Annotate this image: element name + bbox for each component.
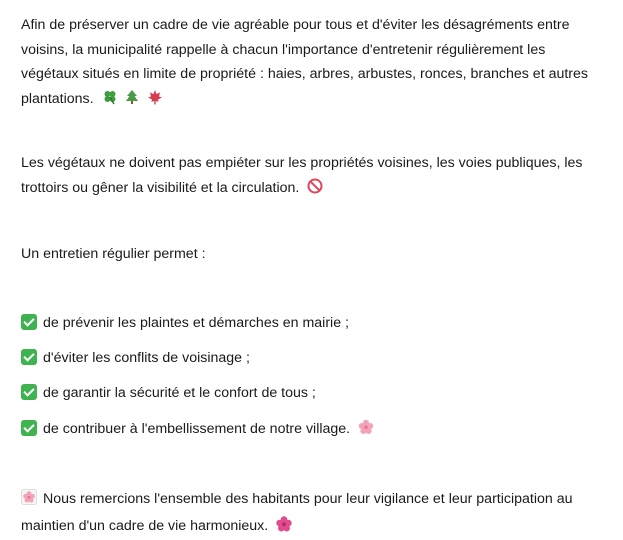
- four-leaf-clover-icon: [102, 89, 118, 114]
- list-item: [21, 348, 250, 368]
- list-item: [21, 419, 374, 441]
- cherry-blossom-icon: [358, 419, 374, 441]
- intro-text: Afin de préserver un cadre de vie agréable pour tous et d'éviter les désagréments entre voisins, la municipalité rappelle à chacun l'importance d'entretenir régulièrement les végétaux situés en limite de propriété : haies, arbres, arbustes, ronces, branches et autres plantations.: [21, 17, 588, 107]
- encroachment-paragraph: [21, 151, 601, 202]
- prohibited-icon: [307, 178, 323, 203]
- list-item: [21, 383, 316, 403]
- list-item-text: de prévenir les plaintes et démarches en mairie ;: [43, 315, 349, 331]
- closing-text: Nous remercions l'ensemble des habitants pour leur vigilance et leur participation au maintien d'un cadre de vie harmonieux.: [21, 491, 573, 534]
- list-item-text: de garantir la sécurité et le confort de tous ;: [43, 385, 316, 401]
- encroachment-text: Les végétaux ne doivent pas empiéter sur les propriétés voisines, les voies publiques, les trottoirs ou gêner la visibilité et la circulation.: [21, 155, 583, 196]
- hibiscus-icon: [276, 516, 292, 540]
- list-item-text: d'éviter les conflits de voisinage ;: [43, 350, 250, 366]
- white-check-mark-icon: [21, 314, 37, 330]
- list-item-text: de contribuer à l'embellissement de notre village.: [43, 421, 350, 437]
- white-check-mark-icon: [21, 384, 37, 400]
- white-check-mark-icon: [21, 349, 37, 365]
- white-check-mark-icon: [21, 420, 37, 436]
- intro-paragraph: [21, 13, 601, 113]
- permet-paragraph: [21, 242, 206, 267]
- closing-paragraph: [21, 487, 606, 540]
- maple-leaf-icon: [147, 89, 163, 114]
- permet-text: Un entretien régulier permet :: [21, 246, 206, 262]
- evergreen-tree-icon: [125, 89, 139, 114]
- list-item: [21, 313, 349, 333]
- cherry-blossom-icon: [21, 489, 37, 514]
